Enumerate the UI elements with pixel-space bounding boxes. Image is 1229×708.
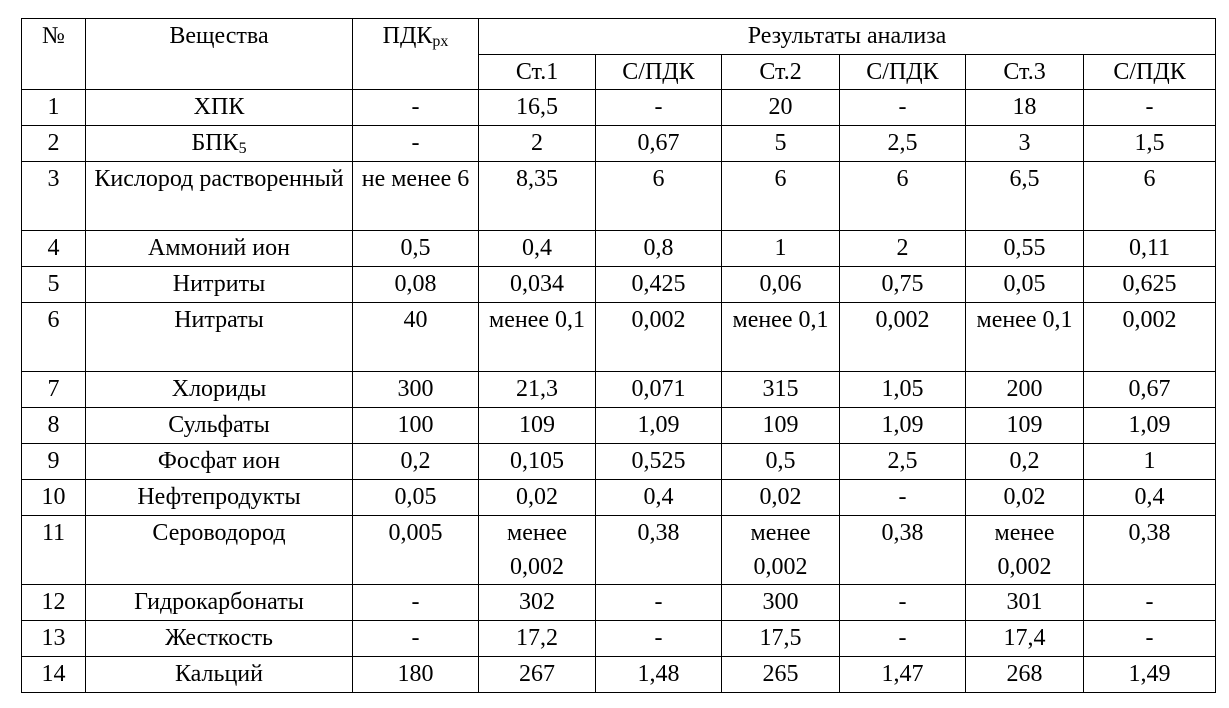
st2-value: 109 <box>722 408 840 444</box>
row-number: 4 <box>22 231 86 267</box>
st2-value: 0,5 <box>722 444 840 480</box>
c-pdk-2-value: 6 <box>840 162 966 231</box>
c-pdk-1-value: - <box>596 585 722 621</box>
row-substance <box>86 621 353 657</box>
table-row <box>22 621 1216 657</box>
st3-value: менее 0,1 <box>966 303 1084 372</box>
c-pdk-3-value: 0,625 <box>1084 267 1216 303</box>
c-pdk-2-value: 0,38 <box>840 516 966 585</box>
c-pdk-1-value: 0,071 <box>596 372 722 408</box>
st2-value: менее 0,1 <box>722 303 840 372</box>
row-pdk: 300 <box>353 372 479 408</box>
header-c-pdk-3: С/ПДК <box>1084 55 1216 90</box>
st2-value: 315 <box>722 372 840 408</box>
st3-value: 301 <box>966 585 1084 621</box>
header-st2: Ст.2 <box>722 55 840 90</box>
row-pdk: - <box>353 126 479 162</box>
header-results: Результаты анализа <box>479 19 1216 55</box>
table-row <box>22 657 1216 693</box>
table-row <box>22 90 1216 126</box>
c-pdk-2-value: 1,05 <box>840 372 966 408</box>
st3-value: 268 <box>966 657 1084 693</box>
c-pdk-2-value: 0,002 <box>840 303 966 372</box>
c-pdk-2-value: - <box>840 90 966 126</box>
header-pdk-sub: рх <box>432 33 449 50</box>
st1-value: 8,35 <box>479 162 596 231</box>
table-row <box>22 303 1216 372</box>
c-pdk-3-value: - <box>1084 585 1216 621</box>
st3-value: 0,02 <box>966 480 1084 516</box>
substance-name: Нитраты <box>174 307 264 333</box>
row-number: 2 <box>22 126 86 162</box>
row-substance <box>86 372 353 408</box>
row-substance <box>86 516 353 585</box>
st3-value: 0,2 <box>966 444 1084 480</box>
substance-name: Аммоний ион <box>148 235 290 261</box>
row-number: 10 <box>22 480 86 516</box>
substance-name: Фосфат ион <box>157 448 281 474</box>
st2-value: менее 0,002 <box>722 516 840 585</box>
row-number: 5 <box>22 267 86 303</box>
c-pdk-1-value: 0,67 <box>596 126 722 162</box>
c-pdk-2-value: - <box>840 480 966 516</box>
st2-value: 20 <box>722 90 840 126</box>
row-pdk: 0,05 <box>353 480 479 516</box>
st2-value: 300 <box>722 585 840 621</box>
header-st1: Ст.1 <box>479 55 596 90</box>
c-pdk-1-value: 0,425 <box>596 267 722 303</box>
st3-value: 17,4 <box>966 621 1084 657</box>
st3-value: 18 <box>966 90 1084 126</box>
c-pdk-1-value: 0,8 <box>596 231 722 267</box>
header-pdk <box>353 19 479 90</box>
row-pdk: - <box>353 621 479 657</box>
st1-value: 2 <box>479 126 596 162</box>
row-pdk: 0,08 <box>353 267 479 303</box>
substance-name: Кислород растворенный <box>94 166 344 192</box>
st3-value: 6,5 <box>966 162 1084 231</box>
c-pdk-1-value: 1,48 <box>596 657 722 693</box>
header-c-pdk-1: С/ПДК <box>596 55 722 90</box>
row-pdk: 100 <box>353 408 479 444</box>
st1-value: 21,3 <box>479 372 596 408</box>
st1-value: 109 <box>479 408 596 444</box>
row-pdk: 0,2 <box>353 444 479 480</box>
row-substance <box>86 267 353 303</box>
c-pdk-2-value: 2,5 <box>840 444 966 480</box>
c-pdk-1-value: 1,09 <box>596 408 722 444</box>
table-row <box>22 516 1216 585</box>
st1-value: менее 0,002 <box>479 516 596 585</box>
row-substance <box>86 126 353 162</box>
row-substance <box>86 162 353 231</box>
table-row <box>22 267 1216 303</box>
st2-value: 1 <box>722 231 840 267</box>
row-number: 13 <box>22 621 86 657</box>
row-pdk: 0,005 <box>353 516 479 585</box>
c-pdk-1-value: 0,002 <box>596 303 722 372</box>
table-row <box>22 231 1216 267</box>
table-row <box>22 372 1216 408</box>
c-pdk-1-value: 0,4 <box>596 480 722 516</box>
row-substance <box>86 303 353 372</box>
c-pdk-3-value: 1,09 <box>1084 408 1216 444</box>
analysis-results-table <box>21 18 1216 693</box>
c-pdk-2-value: - <box>840 621 966 657</box>
c-pdk-3-value: 1 <box>1084 444 1216 480</box>
header-row-top <box>22 19 1216 55</box>
substance-name: Кальций <box>174 661 263 687</box>
row-number: 9 <box>22 444 86 480</box>
c-pdk-3-value: 0,38 <box>1084 516 1216 585</box>
table-body <box>22 90 1216 693</box>
c-pdk-1-value: - <box>596 90 722 126</box>
header-st3: Ст.3 <box>966 55 1084 90</box>
substance-name: Нефтепродукты <box>137 484 301 510</box>
st2-value: 6 <box>722 162 840 231</box>
header-c-pdk-2: С/ПДК <box>840 55 966 90</box>
c-pdk-1-value: - <box>596 621 722 657</box>
table-row <box>22 480 1216 516</box>
row-substance <box>86 444 353 480</box>
substance-name: Сульфаты <box>168 412 270 438</box>
c-pdk-1-value: 6 <box>596 162 722 231</box>
substance-name: ХПК <box>193 94 245 120</box>
row-pdk: 40 <box>353 303 479 372</box>
row-substance <box>86 90 353 126</box>
st1-value: 0,034 <box>479 267 596 303</box>
row-substance <box>86 585 353 621</box>
row-substance <box>86 231 353 267</box>
c-pdk-2-value: 1,47 <box>840 657 966 693</box>
st1-value: 302 <box>479 585 596 621</box>
row-substance <box>86 480 353 516</box>
substance-subscript: 5 <box>238 140 247 157</box>
c-pdk-3-value: - <box>1084 621 1216 657</box>
c-pdk-3-value: - <box>1084 90 1216 126</box>
st3-value: 109 <box>966 408 1084 444</box>
st2-value: 5 <box>722 126 840 162</box>
st3-value: 3 <box>966 126 1084 162</box>
c-pdk-3-value: 0,002 <box>1084 303 1216 372</box>
c-pdk-3-value: 1,49 <box>1084 657 1216 693</box>
st3-value: 0,05 <box>966 267 1084 303</box>
st3-value: 200 <box>966 372 1084 408</box>
c-pdk-2-value: 2 <box>840 231 966 267</box>
header-pdk-main: ПДК <box>382 23 433 49</box>
row-pdk: - <box>353 90 479 126</box>
c-pdk-3-value: 6 <box>1084 162 1216 231</box>
st3-value: 0,55 <box>966 231 1084 267</box>
c-pdk-3-value: 0,67 <box>1084 372 1216 408</box>
st1-value: 17,2 <box>479 621 596 657</box>
table-row <box>22 162 1216 231</box>
row-substance <box>86 408 353 444</box>
row-number: 11 <box>22 516 86 585</box>
st1-value: 0,02 <box>479 480 596 516</box>
st1-value: 0,4 <box>479 231 596 267</box>
substance-name: БПК <box>191 130 239 156</box>
c-pdk-3-value: 0,11 <box>1084 231 1216 267</box>
st2-value: 0,02 <box>722 480 840 516</box>
table-row <box>22 408 1216 444</box>
table-row <box>22 126 1216 162</box>
row-pdk: 180 <box>353 657 479 693</box>
c-pdk-1-value: 0,38 <box>596 516 722 585</box>
st2-value: 265 <box>722 657 840 693</box>
row-number: 14 <box>22 657 86 693</box>
c-pdk-3-value: 0,4 <box>1084 480 1216 516</box>
c-pdk-3-value: 1,5 <box>1084 126 1216 162</box>
table-row <box>22 585 1216 621</box>
row-substance <box>86 657 353 693</box>
c-pdk-2-value: 2,5 <box>840 126 966 162</box>
row-pdk: 0,5 <box>353 231 479 267</box>
substance-name: Хлориды <box>171 376 267 402</box>
c-pdk-2-value: 0,75 <box>840 267 966 303</box>
row-pdk: не менее 6 <box>353 162 479 231</box>
substance-name: Сероводород <box>152 520 286 546</box>
st1-value: менее 0,1 <box>479 303 596 372</box>
header-number: № <box>22 19 86 90</box>
st1-value: 16,5 <box>479 90 596 126</box>
st2-value: 17,5 <box>722 621 840 657</box>
substance-name: Гидрокарбонаты <box>134 589 304 615</box>
st2-value: 0,06 <box>722 267 840 303</box>
header-substance: Вещества <box>86 19 353 90</box>
substance-name: Нитриты <box>172 271 266 297</box>
c-pdk-1-value: 0,525 <box>596 444 722 480</box>
c-pdk-2-value: - <box>840 585 966 621</box>
row-number: 6 <box>22 303 86 372</box>
row-number: 7 <box>22 372 86 408</box>
table-row <box>22 444 1216 480</box>
row-number: 12 <box>22 585 86 621</box>
st1-value: 267 <box>479 657 596 693</box>
row-pdk: - <box>353 585 479 621</box>
st1-value: 0,105 <box>479 444 596 480</box>
row-number: 3 <box>22 162 86 231</box>
substance-name: Жесткость <box>165 625 273 651</box>
row-number: 1 <box>22 90 86 126</box>
row-number: 8 <box>22 408 86 444</box>
st3-value: менее 0,002 <box>966 516 1084 585</box>
c-pdk-2-value: 1,09 <box>840 408 966 444</box>
